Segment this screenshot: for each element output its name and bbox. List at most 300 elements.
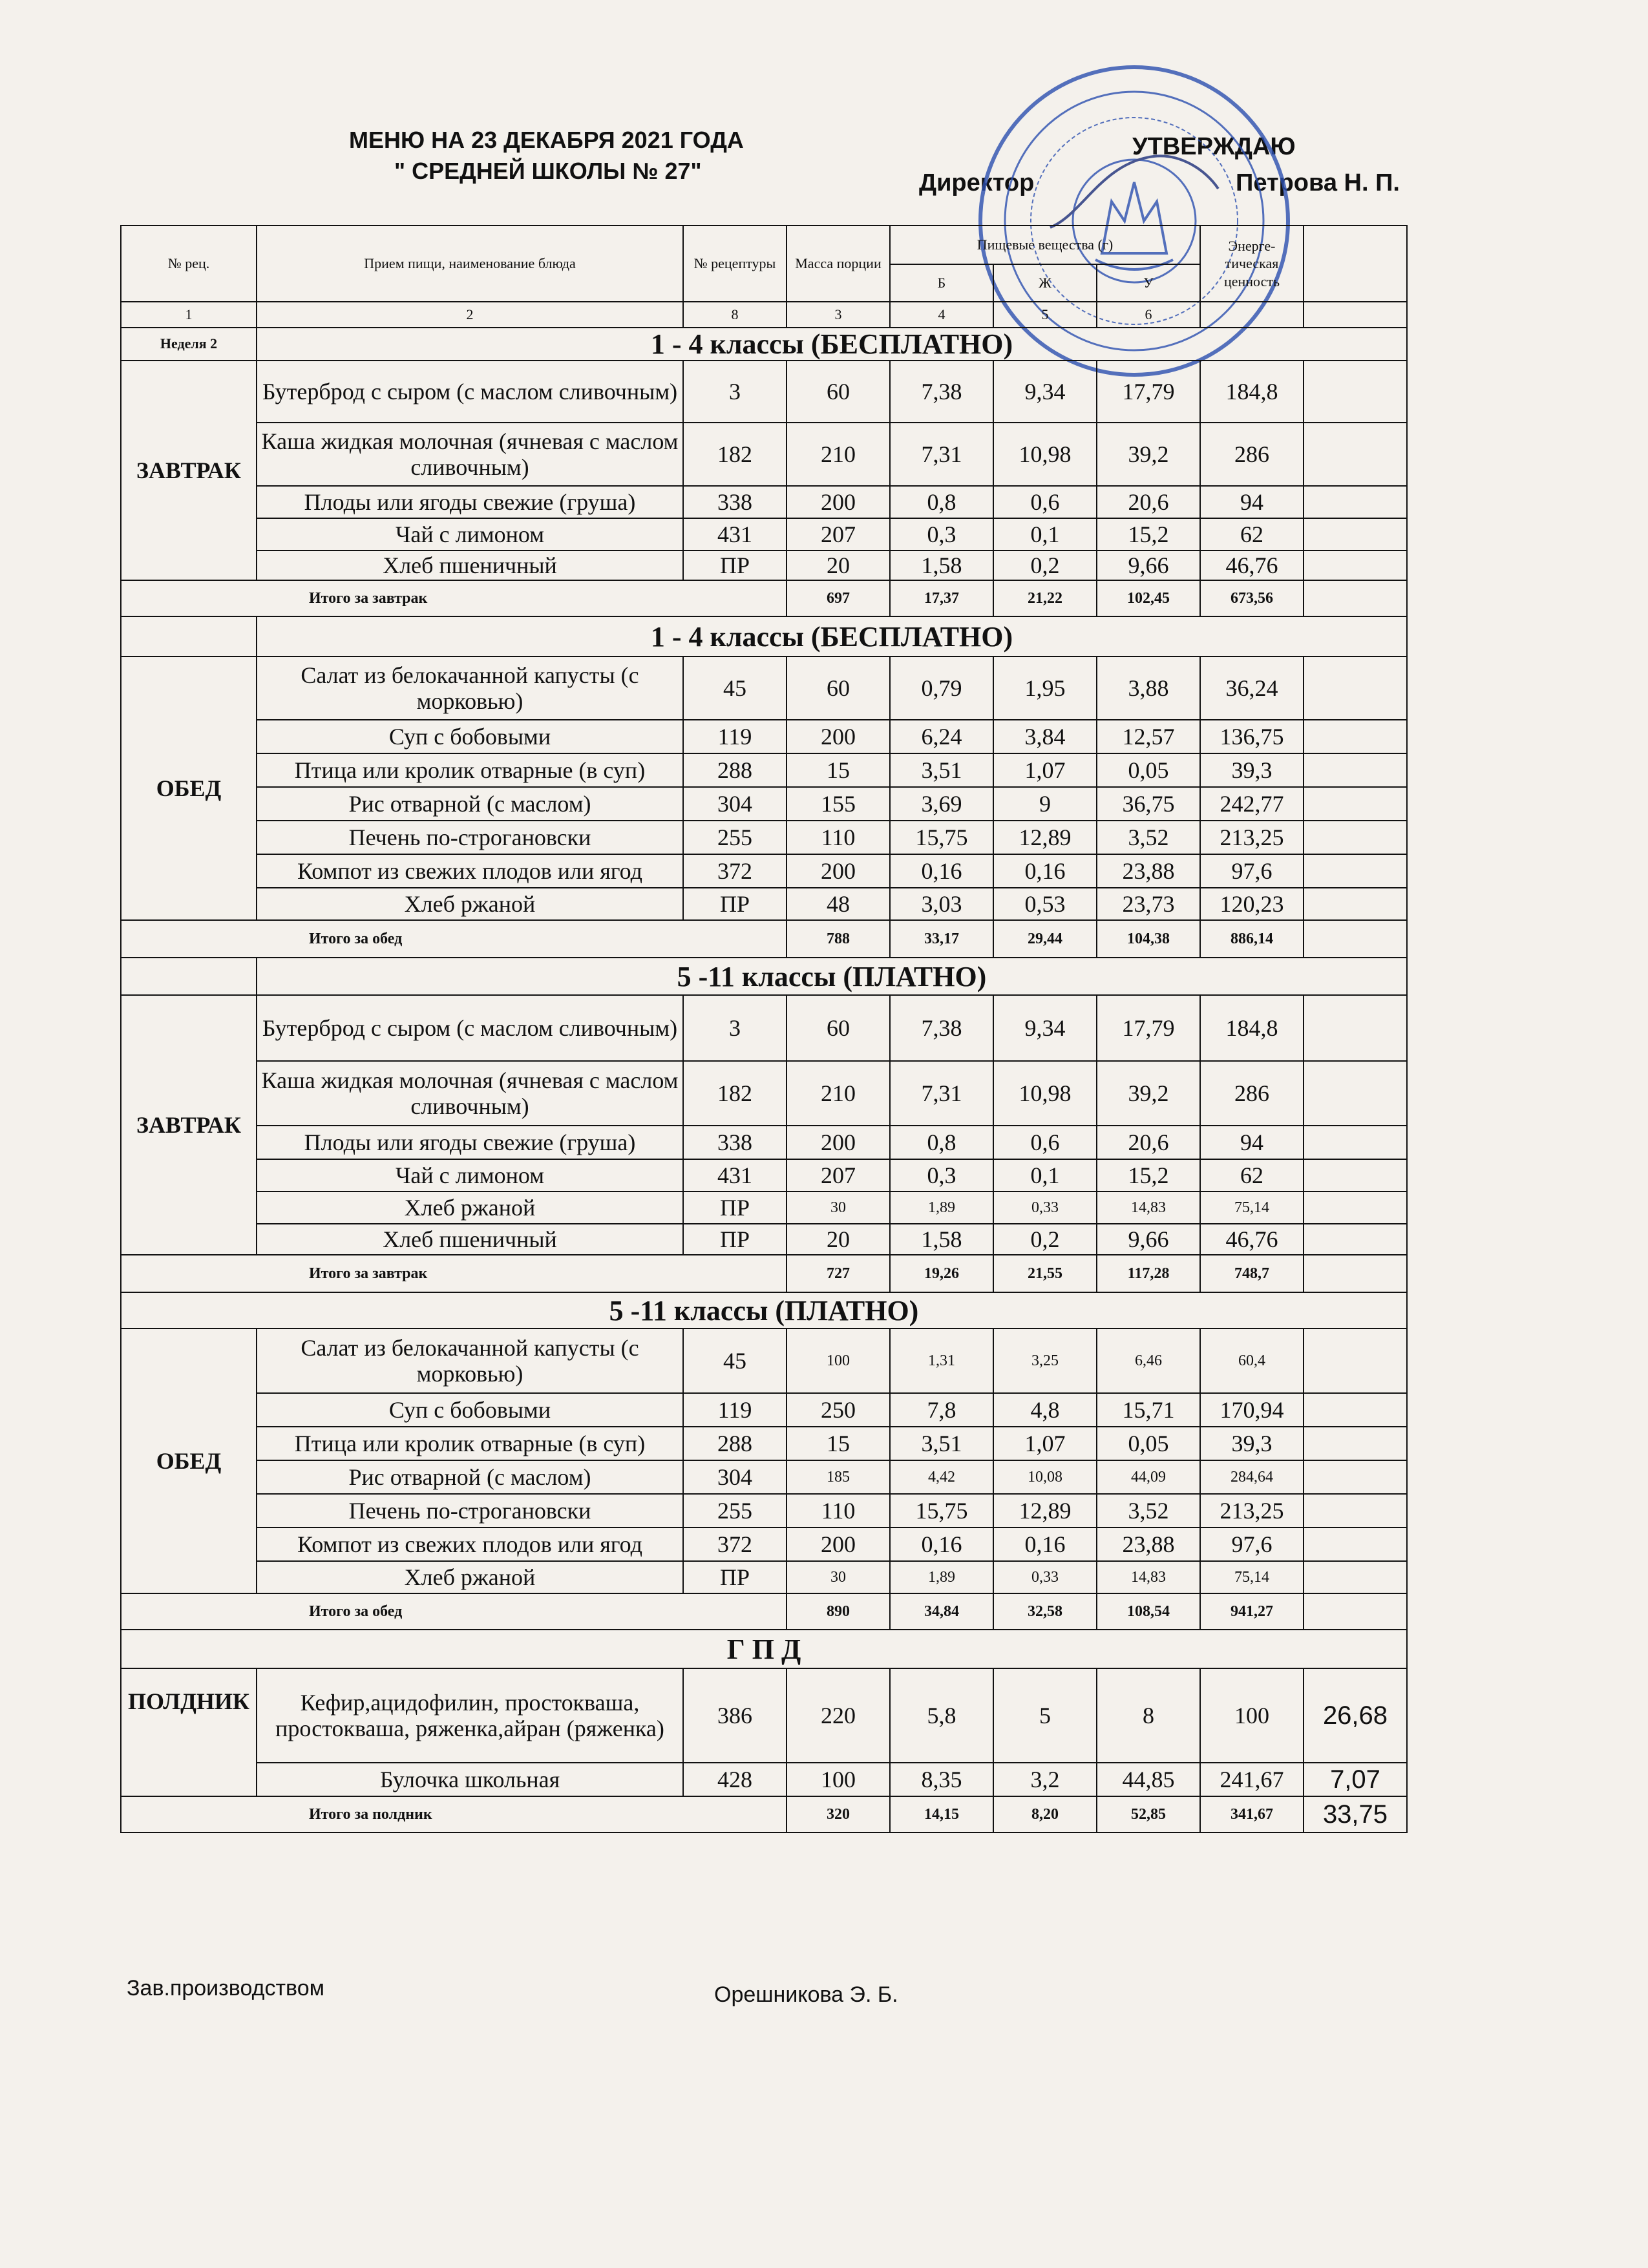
table-row xyxy=(121,423,1407,486)
extra-cell xyxy=(1304,854,1407,888)
col-dish-header: Прием пищи, наименование блюда xyxy=(257,226,683,302)
carbs: 3,52 xyxy=(1097,1494,1200,1528)
recipe-number: 428 xyxy=(683,1763,787,1796)
fat: 0,1 xyxy=(993,518,1097,551)
table-row xyxy=(121,1061,1407,1126)
dish-name: Салат из белокачанной капусты (с морковью) xyxy=(257,656,683,720)
total-row xyxy=(121,580,1407,616)
col-number: 5 xyxy=(993,302,1097,328)
dish-name: Каша жидкая молочная (ячневая с маслом сливочным) xyxy=(257,1061,683,1126)
col-extra-header xyxy=(1304,226,1407,302)
section-lunch-5-11 xyxy=(121,1292,1407,1630)
extra-cell xyxy=(1304,1159,1407,1192)
portion-mass: 200 xyxy=(787,720,890,753)
dish-name: Чай с лимоном xyxy=(257,518,683,551)
extra-cell xyxy=(1304,720,1407,753)
col-number: 4 xyxy=(890,302,993,328)
table-row xyxy=(121,787,1407,821)
section-title: 1 - 4 классы (БЕСПЛАТНО) xyxy=(257,616,1407,656)
dish-name: Хлеб ржаной xyxy=(257,1192,683,1224)
table-row xyxy=(121,361,1407,423)
carbs: 0,05 xyxy=(1097,1427,1200,1460)
dish-name: Суп с бобовыми xyxy=(257,1393,683,1427)
fat: 0,1 xyxy=(993,1159,1097,1192)
carbs: 44,85 xyxy=(1097,1763,1200,1796)
fat: 3,25 xyxy=(993,1328,1097,1393)
extra-cell xyxy=(1304,1061,1407,1126)
dish-name: Чай с лимоном xyxy=(257,1159,683,1192)
section-title: 5 -11 классы (ПЛАТНО) xyxy=(121,1292,1407,1328)
total-energy: 941,27 xyxy=(1200,1593,1304,1630)
energy: 62 xyxy=(1200,1159,1304,1192)
section-snack xyxy=(121,1630,1407,1832)
recipe-number: 45 xyxy=(683,656,787,720)
total-fat: 8,20 xyxy=(993,1796,1097,1832)
carbs: 23,88 xyxy=(1097,1528,1200,1561)
section-lunch-1-4 xyxy=(121,616,1407,958)
recipe-number: 431 xyxy=(683,518,787,551)
extra-cell xyxy=(1304,1224,1407,1255)
protein: 0,16 xyxy=(890,854,993,888)
table-row xyxy=(121,518,1407,551)
protein: 0,16 xyxy=(890,1528,993,1561)
extra-cell xyxy=(1304,1393,1407,1427)
protein: 7,31 xyxy=(890,1061,993,1126)
director-name: Петрова Н. П. xyxy=(1236,169,1400,196)
dish-name: Хлеб пшеничный xyxy=(257,1224,683,1255)
col-rec-header: № рец. xyxy=(121,226,257,302)
table-row xyxy=(121,1126,1407,1159)
table-row xyxy=(121,888,1407,920)
table-header xyxy=(121,226,1407,328)
extra-cell xyxy=(1304,486,1407,518)
extra-value: 26,68 xyxy=(1304,1668,1407,1763)
meal-label: ОБЕД xyxy=(121,1328,257,1593)
energy: 184,8 xyxy=(1200,995,1304,1061)
energy: 286 xyxy=(1200,1061,1304,1126)
carbs: 3,88 xyxy=(1097,656,1200,720)
total-energy: 886,14 xyxy=(1200,920,1304,958)
energy: 46,76 xyxy=(1200,551,1304,580)
carbs: 12,57 xyxy=(1097,720,1200,753)
school-name: " СРЕДНЕЙ ШКОЛЫ № 27" xyxy=(394,158,702,184)
total-carbs: 104,38 xyxy=(1097,920,1200,958)
energy: 184,8 xyxy=(1200,361,1304,423)
portion-mass: 110 xyxy=(787,1494,890,1528)
manager-name: Орешникова Э. Б. xyxy=(714,1982,898,2007)
energy: 62 xyxy=(1200,518,1304,551)
energy: 286 xyxy=(1200,423,1304,486)
fat: 0,16 xyxy=(993,854,1097,888)
portion-mass: 20 xyxy=(787,1224,890,1255)
dish-name: Птица или кролик отварные (в суп) xyxy=(257,1427,683,1460)
table-row xyxy=(121,1192,1407,1224)
dish-name: Булочка школьная xyxy=(257,1763,683,1796)
recipe-number: 182 xyxy=(683,1061,787,1126)
meal-label: ЗАВТРАК xyxy=(121,361,257,580)
section-title: Г П Д xyxy=(121,1630,1407,1668)
total-label: Итого за обед xyxy=(121,1593,787,1630)
carbs: 20,6 xyxy=(1097,1126,1200,1159)
protein: 1,58 xyxy=(890,551,993,580)
total-protein: 33,17 xyxy=(890,920,993,958)
portion-mass: 15 xyxy=(787,753,890,787)
fat: 10,98 xyxy=(993,423,1097,486)
protein: 1,31 xyxy=(890,1328,993,1393)
energy: 75,14 xyxy=(1200,1561,1304,1593)
total-mass: 788 xyxy=(787,920,890,958)
table-row xyxy=(121,551,1407,580)
fat: 0,53 xyxy=(993,888,1097,920)
col-number: 3 xyxy=(787,302,890,328)
section-title: 1 - 4 классы (БЕСПЛАТНО) xyxy=(257,328,1407,361)
portion-mass: 100 xyxy=(787,1328,890,1393)
empty-cell xyxy=(121,616,257,656)
recipe-number: 3 xyxy=(683,361,787,423)
fat: 5 xyxy=(993,1668,1097,1763)
table-row xyxy=(121,753,1407,787)
protein: 7,38 xyxy=(890,361,993,423)
table-row xyxy=(121,1763,1407,1796)
total-row xyxy=(121,1796,1407,1832)
energy: 120,23 xyxy=(1200,888,1304,920)
carbs: 14,83 xyxy=(1097,1561,1200,1593)
dish-name: Компот из свежих плодов или ягод xyxy=(257,1528,683,1561)
extra-cell xyxy=(1304,423,1407,486)
extra-cell xyxy=(1304,1126,1407,1159)
total-energy: 673,56 xyxy=(1200,580,1304,616)
dish-name: Хлеб ржаной xyxy=(257,888,683,920)
protein: 0,3 xyxy=(890,1159,993,1192)
extra-cell xyxy=(1304,753,1407,787)
table-row xyxy=(121,1460,1407,1494)
col-energy-header: Энерге-тическая ценность xyxy=(1200,226,1304,302)
portion-mass: 100 xyxy=(787,1763,890,1796)
recipe-number: 255 xyxy=(683,1494,787,1528)
carbs: 23,73 xyxy=(1097,888,1200,920)
portion-mass: 20 xyxy=(787,551,890,580)
total-label: Итого за завтрак xyxy=(121,1255,787,1292)
recipe-number: 338 xyxy=(683,1126,787,1159)
total-mass: 727 xyxy=(787,1255,890,1292)
extra-cell xyxy=(1304,518,1407,551)
recipe-number: ПР xyxy=(683,1192,787,1224)
total-mass: 320 xyxy=(787,1796,890,1832)
portion-mass: 200 xyxy=(787,1126,890,1159)
table-row xyxy=(121,995,1407,1061)
protein: 0,3 xyxy=(890,518,993,551)
total-mass: 890 xyxy=(787,1593,890,1630)
portion-mass: 207 xyxy=(787,1159,890,1192)
col-number: 1 xyxy=(121,302,257,328)
table-row xyxy=(121,1159,1407,1192)
recipe-number: 304 xyxy=(683,787,787,821)
portion-mass: 60 xyxy=(787,656,890,720)
dish-name: Кефир,ацидофилин, простокваша, простокваша, ряженка,айран (ряженка) xyxy=(257,1668,683,1763)
meal-label: ПОЛДНИК xyxy=(121,1668,257,1796)
total-label: Итого за обед xyxy=(121,920,787,958)
extra-cell xyxy=(1304,787,1407,821)
total-row xyxy=(121,920,1407,958)
dish-name: Хлеб ржаной xyxy=(257,1561,683,1593)
recipe-number: ПР xyxy=(683,888,787,920)
fat: 10,98 xyxy=(993,1061,1097,1126)
dish-name: Каша жидкая молочная (ячневая с маслом сливочным) xyxy=(257,423,683,486)
portion-mass: 60 xyxy=(787,995,890,1061)
fat: 9,34 xyxy=(993,361,1097,423)
section-breakfast-5-11 xyxy=(121,958,1407,1292)
energy: 136,75 xyxy=(1200,720,1304,753)
week-label: Неделя 2 xyxy=(121,328,257,361)
carbs: 17,79 xyxy=(1097,361,1200,423)
dish-name: Суп с бобовыми xyxy=(257,720,683,753)
total-fat: 29,44 xyxy=(993,920,1097,958)
energy: 213,25 xyxy=(1200,821,1304,854)
protein: 0,79 xyxy=(890,656,993,720)
carbs: 0,05 xyxy=(1097,753,1200,787)
protein: 6,24 xyxy=(890,720,993,753)
total-energy: 341,67 xyxy=(1200,1796,1304,1832)
portion-mass: 30 xyxy=(787,1561,890,1593)
extra-cell xyxy=(1304,1427,1407,1460)
energy: 284,64 xyxy=(1200,1460,1304,1494)
extra-value: 7,07 xyxy=(1304,1763,1407,1796)
dish-name: Бутерброд с сыром (с маслом сливочным) xyxy=(257,361,683,423)
carbs: 15,2 xyxy=(1097,1159,1200,1192)
table-row xyxy=(121,1427,1407,1460)
portion-mass: 220 xyxy=(787,1668,890,1763)
carbs: 6,46 xyxy=(1097,1328,1200,1393)
fat: 9,34 xyxy=(993,995,1097,1061)
carbs: 9,66 xyxy=(1097,551,1200,580)
table-row xyxy=(121,1393,1407,1427)
fat: 9 xyxy=(993,787,1097,821)
portion-mass: 30 xyxy=(787,1192,890,1224)
table-row xyxy=(121,1328,1407,1393)
protein: 7,31 xyxy=(890,423,993,486)
portion-mass: 48 xyxy=(787,888,890,920)
col-nutrients-header: Пищевые вещества (г) xyxy=(890,226,1200,264)
portion-mass: 185 xyxy=(787,1460,890,1494)
total-carbs: 117,28 xyxy=(1097,1255,1200,1292)
energy: 213,25 xyxy=(1200,1494,1304,1528)
protein: 0,8 xyxy=(890,486,993,518)
portion-mass: 200 xyxy=(787,486,890,518)
energy: 46,76 xyxy=(1200,1224,1304,1255)
fat: 0,6 xyxy=(993,1126,1097,1159)
energy: 75,14 xyxy=(1200,1192,1304,1224)
portion-mass: 200 xyxy=(787,854,890,888)
carbs: 44,09 xyxy=(1097,1460,1200,1494)
carbs: 8 xyxy=(1097,1668,1200,1763)
energy: 100 xyxy=(1200,1668,1304,1763)
fat: 0,33 xyxy=(993,1192,1097,1224)
dish-name: Компот из свежих плодов или ягод xyxy=(257,854,683,888)
dish-name: Бутерброд с сыром (с маслом сливочным) xyxy=(257,995,683,1061)
carbs: 17,79 xyxy=(1097,995,1200,1061)
col-recipe-header: № рецептуры xyxy=(683,226,787,302)
col-number xyxy=(1304,302,1407,328)
dish-name: Рис отварной (с маслом) xyxy=(257,787,683,821)
extra-cell xyxy=(1304,580,1407,616)
approve-label: УТВЕРЖДАЮ xyxy=(1132,133,1296,160)
portion-mass: 210 xyxy=(787,423,890,486)
portion-mass: 207 xyxy=(787,518,890,551)
fat: 1,95 xyxy=(993,656,1097,720)
fat: 0,2 xyxy=(993,1224,1097,1255)
total-row xyxy=(121,1255,1407,1292)
carbs: 14,83 xyxy=(1097,1192,1200,1224)
carbs: 15,2 xyxy=(1097,518,1200,551)
dish-name: Печень по-строгановски xyxy=(257,1494,683,1528)
extra-cell xyxy=(1304,920,1407,958)
extra-cell xyxy=(1304,1192,1407,1224)
total-label: Итого за завтрак xyxy=(121,580,787,616)
recipe-number: 304 xyxy=(683,1460,787,1494)
portion-mass: 200 xyxy=(787,1528,890,1561)
protein: 1,58 xyxy=(890,1224,993,1255)
fat: 4,8 xyxy=(993,1393,1097,1427)
table-row xyxy=(121,821,1407,854)
total-row xyxy=(121,1593,1407,1630)
meal-label: ОБЕД xyxy=(121,656,257,920)
energy: 94 xyxy=(1200,1126,1304,1159)
col-u-header: У xyxy=(1097,264,1200,302)
recipe-number: 288 xyxy=(683,753,787,787)
protein: 3,69 xyxy=(890,787,993,821)
fat: 3,84 xyxy=(993,720,1097,753)
fat: 0,6 xyxy=(993,486,1097,518)
energy: 241,67 xyxy=(1200,1763,1304,1796)
col-number xyxy=(1200,302,1304,328)
total-protein: 34,84 xyxy=(890,1593,993,1630)
recipe-number: 372 xyxy=(683,854,787,888)
carbs: 23,88 xyxy=(1097,854,1200,888)
energy: 60,4 xyxy=(1200,1328,1304,1393)
carbs: 15,71 xyxy=(1097,1393,1200,1427)
carbs: 39,2 xyxy=(1097,423,1200,486)
energy: 39,3 xyxy=(1200,753,1304,787)
portion-mass: 60 xyxy=(787,361,890,423)
fat: 1,07 xyxy=(993,1427,1097,1460)
extra-cell xyxy=(1304,1593,1407,1630)
portion-mass: 250 xyxy=(787,1393,890,1427)
director-label: Директор xyxy=(919,169,1035,196)
extra-cell xyxy=(1304,1494,1407,1528)
extra-cell xyxy=(1304,1328,1407,1393)
extra-cell xyxy=(1304,995,1407,1061)
recipe-number: 119 xyxy=(683,1393,787,1427)
fat: 12,89 xyxy=(993,821,1097,854)
protein: 3,51 xyxy=(890,1427,993,1460)
section-title: 5 -11 классы (ПЛАТНО) xyxy=(257,958,1407,995)
col-b-header: Б xyxy=(890,264,993,302)
col-number: 6 xyxy=(1097,302,1200,328)
total-label: Итого за полдник xyxy=(121,1796,787,1832)
extra-cell xyxy=(1304,1460,1407,1494)
section-breakfast-1-4 xyxy=(121,328,1407,616)
carbs: 20,6 xyxy=(1097,486,1200,518)
extra-cell xyxy=(1304,1561,1407,1593)
protein: 4,42 xyxy=(890,1460,993,1494)
extra-cell xyxy=(1304,1255,1407,1292)
total-mass: 697 xyxy=(787,580,890,616)
recipe-number: 45 xyxy=(683,1328,787,1393)
portion-mass: 110 xyxy=(787,821,890,854)
recipe-number: 372 xyxy=(683,1528,787,1561)
extra-cell xyxy=(1304,551,1407,580)
energy: 97,6 xyxy=(1200,1528,1304,1561)
dish-name: Рис отварной (с маслом) xyxy=(257,1460,683,1494)
menu-table xyxy=(120,225,1408,1833)
table-row xyxy=(121,1561,1407,1593)
extra-cell xyxy=(1304,821,1407,854)
menu-title: МЕНЮ НА 23 ДЕКАБРЯ 2021 ГОДА xyxy=(349,127,744,153)
total-fat: 21,22 xyxy=(993,580,1097,616)
total-carbs: 108,54 xyxy=(1097,1593,1200,1630)
total-energy: 748,7 xyxy=(1200,1255,1304,1292)
fat: 12,89 xyxy=(993,1494,1097,1528)
fat: 0,33 xyxy=(993,1561,1097,1593)
recipe-number: 255 xyxy=(683,821,787,854)
protein: 1,89 xyxy=(890,1192,993,1224)
table-row xyxy=(121,854,1407,888)
empty-cell xyxy=(121,958,257,995)
recipe-number: 119 xyxy=(683,720,787,753)
dish-name: Птица или кролик отварные (в суп) xyxy=(257,753,683,787)
protein: 7,38 xyxy=(890,995,993,1061)
energy: 170,94 xyxy=(1200,1393,1304,1427)
recipe-number: ПР xyxy=(683,551,787,580)
meal-label: ЗАВТРАК xyxy=(121,995,257,1255)
total-fat: 32,58 xyxy=(993,1593,1097,1630)
table-row xyxy=(121,720,1407,753)
protein: 1,89 xyxy=(890,1561,993,1593)
col-mass-header: Масса порции xyxy=(787,226,890,302)
dish-name: Плоды или ягоды свежие (груша) xyxy=(257,486,683,518)
col-zh-header: Ж xyxy=(993,264,1097,302)
extra-cell xyxy=(1304,1528,1407,1561)
protein: 7,8 xyxy=(890,1393,993,1427)
protein: 5,8 xyxy=(890,1668,993,1763)
total-carbs: 102,45 xyxy=(1097,580,1200,616)
col-number: 8 xyxy=(683,302,787,328)
total-protein: 17,37 xyxy=(890,580,993,616)
protein: 15,75 xyxy=(890,821,993,854)
recipe-number: ПР xyxy=(683,1224,787,1255)
recipe-number: 182 xyxy=(683,423,787,486)
energy: 97,6 xyxy=(1200,854,1304,888)
fat: 3,2 xyxy=(993,1763,1097,1796)
recipe-number: ПР xyxy=(683,1561,787,1593)
total-extra: 33,75 xyxy=(1304,1796,1407,1832)
protein: 15,75 xyxy=(890,1494,993,1528)
carbs: 39,2 xyxy=(1097,1061,1200,1126)
total-protein: 19,26 xyxy=(890,1255,993,1292)
manager-label: Зав.производством xyxy=(127,1976,324,2000)
dish-name: Печень по-строгановски xyxy=(257,821,683,854)
table-row xyxy=(121,656,1407,720)
col-number: 2 xyxy=(257,302,683,328)
portion-mass: 210 xyxy=(787,1061,890,1126)
portion-mass: 15 xyxy=(787,1427,890,1460)
dish-name: Плоды или ягоды свежие (груша) xyxy=(257,1126,683,1159)
dish-name: Хлеб пшеничный xyxy=(257,551,683,580)
table-row xyxy=(121,1494,1407,1528)
table-row xyxy=(121,1224,1407,1255)
energy: 242,77 xyxy=(1200,787,1304,821)
protein: 3,03 xyxy=(890,888,993,920)
